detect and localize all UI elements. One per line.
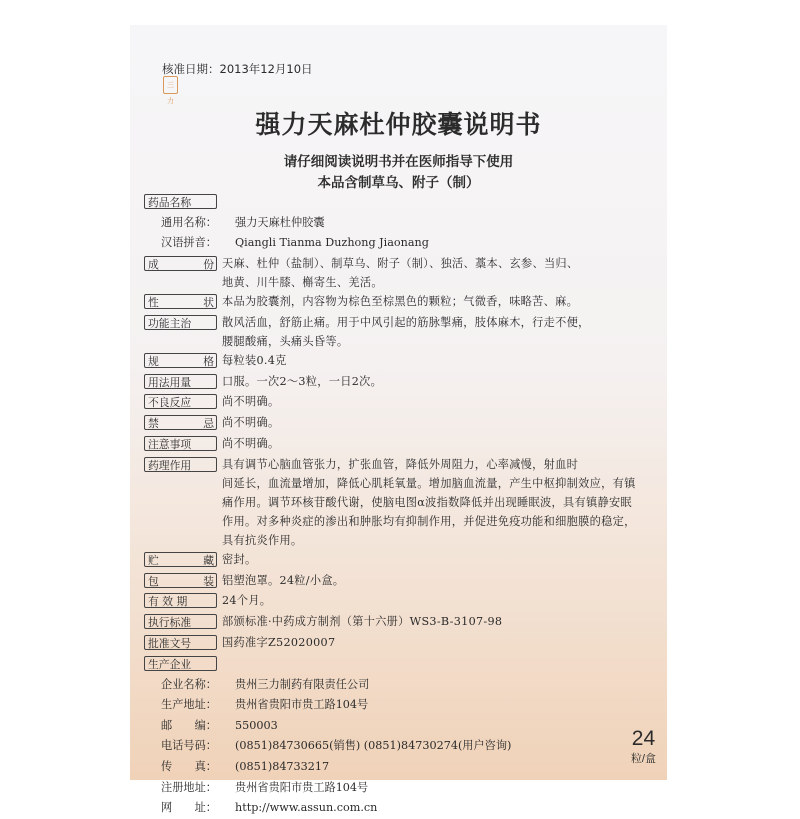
field-label: 用法用量	[144, 374, 217, 389]
manufacturer-label: 生产地址：	[161, 698, 217, 712]
pinyin-value: Qiangli Tianma Duzhong Jiaonang	[235, 236, 429, 250]
field-row	[144, 571, 659, 592]
field-row	[144, 413, 659, 434]
drug-info-list	[144, 192, 659, 819]
field-value: 铝塑泡罩。24粒/小盒。	[222, 573, 345, 587]
field-label: 贮 藏	[144, 552, 217, 567]
field-row	[144, 292, 659, 313]
field-value: 尚不明确。	[222, 416, 280, 430]
manufacturer-section	[144, 654, 659, 675]
generic-name-value: 强力天麻杜仲胶囊	[235, 215, 325, 229]
manufacturer-value: 贵州省贵阳市贵工路104号	[235, 780, 369, 794]
field-rows	[144, 254, 659, 654]
field-value: 部颁标准·中药成方制剂（第十六册）WS3-B-3107-98	[222, 615, 503, 629]
section-label-manufacturer: 生产企业	[144, 656, 217, 671]
field-row	[144, 254, 659, 292]
manufacturer-row	[144, 695, 659, 716]
package-count: 24	[631, 727, 656, 750]
manufacturer-row	[144, 798, 659, 819]
field-row	[144, 372, 659, 393]
field-label: 有 效 期	[144, 593, 217, 608]
package-count-badge	[631, 728, 656, 766]
field-label: 执行标准	[144, 614, 217, 629]
field-row	[144, 633, 659, 654]
field-row	[144, 351, 659, 372]
field-row	[144, 591, 659, 612]
pinyin-row	[144, 233, 659, 254]
field-value: 24个月。	[222, 594, 272, 608]
manufacturer-label: 电话号码：	[161, 739, 217, 753]
manufacturer-label: 企业名称：	[161, 677, 217, 691]
manufacturer-value: 550003	[235, 718, 278, 732]
section-label-drug-name: 药品名称	[144, 194, 217, 209]
manufacturer-label: 传 真：	[161, 759, 217, 773]
company-logo-icon: 三力	[163, 76, 178, 94]
generic-name-label: 通用名称：	[161, 215, 217, 229]
pinyin-label: 汉语拼音：	[161, 236, 217, 250]
field-label: 注意事项	[144, 436, 217, 451]
field-value: 散风活血，舒筋止痛。用于中风引起的筋脉掣痛，肢体麻木，行走不便， 腰腿酸痛，头痛头昏等。	[222, 315, 590, 348]
manufacturer-value: http://www.assun.com.cn	[235, 801, 378, 815]
field-value: 尚不明确。	[222, 436, 280, 450]
manufacturer-rows	[144, 675, 659, 819]
manufacturer-value: (0851)84733217	[235, 759, 330, 773]
field-row	[144, 550, 659, 571]
field-row	[144, 392, 659, 413]
drug-name-section	[144, 192, 659, 213]
field-label: 药理作用	[144, 457, 217, 472]
field-row	[144, 612, 659, 633]
package-unit: 粒/盒	[630, 753, 656, 765]
manufacturer-label: 网 址：	[161, 801, 217, 815]
manufacturer-label: 邮 编：	[161, 718, 217, 732]
field-value: 密封。	[222, 552, 257, 566]
document-title: 强力天麻杜仲胶囊说明书	[255, 110, 542, 139]
field-label: 批准文号	[144, 635, 217, 650]
manufacturer-value: (0851)84730665(销售) (0851)84730274(用户咨询)	[235, 739, 512, 753]
field-value: 天麻、杜仲（盐制）、制草乌、附子（制）、独活、藁本、玄参、当归、 地黄、川牛膝、槲寄生、羌活。	[222, 256, 579, 289]
field-label: 包 装	[144, 573, 217, 588]
manufacturer-label: 注册地址：	[161, 780, 217, 794]
field-label: 不良反应	[144, 394, 217, 409]
ingredient-warning: 本品含制草乌、附子（制）	[317, 175, 480, 191]
field-label: 成 份	[144, 256, 217, 271]
field-row	[144, 434, 659, 455]
manufacturer-value: 贵州省贵阳市贵工路104号	[235, 698, 369, 712]
field-label: 禁 忌	[144, 415, 217, 430]
field-value: 具有调节心脑血管张力，扩张血管，降低外周阻力，心率减慢，射血时 间延长，血流量增加，降低心肌耗氧量。增加脑血流量，产生中枢抑制效应，有镇 痛作用。调节环核苷酸代谢，使脑电图α波指数降低并出现睡眠波，具有镇静安眠 作用。对多种炎症的渗出和肿胀均有抑制作用，并促进免疫功能和细胞膜的稳定， 具有抗炎作用。	[222, 457, 636, 547]
field-label: 性 状	[144, 294, 217, 309]
manufacturer-row	[144, 757, 659, 778]
field-value: 口服。一次2～3粒，一日2次。	[222, 374, 383, 388]
manufacturer-value: 贵州三力制药有限责任公司	[235, 677, 370, 691]
manufacturer-row	[144, 675, 659, 696]
field-row	[144, 455, 659, 550]
field-value: 尚不明确。	[222, 395, 280, 409]
leaflet-sheet	[130, 25, 667, 815]
generic-name-row	[144, 213, 659, 234]
approval-date: 核准日期：2013年12月10日	[162, 62, 313, 76]
field-value: 本品为胶囊剂，内容物为棕色至棕黑色的颗粒；气微香，味略苦、麻。	[222, 294, 579, 308]
field-value: 国药准字Z52020007	[222, 635, 336, 649]
manufacturer-row	[144, 778, 659, 799]
usage-warning: 请仔细阅读说明书并在医师指导下使用	[283, 154, 514, 170]
field-label: 规 格	[144, 353, 217, 368]
field-value: 每粒装0.4克	[222, 353, 287, 367]
field-row	[144, 313, 659, 351]
manufacturer-row	[144, 736, 659, 757]
manufacturer-row	[144, 716, 659, 737]
field-label: 功能主治	[144, 315, 217, 330]
